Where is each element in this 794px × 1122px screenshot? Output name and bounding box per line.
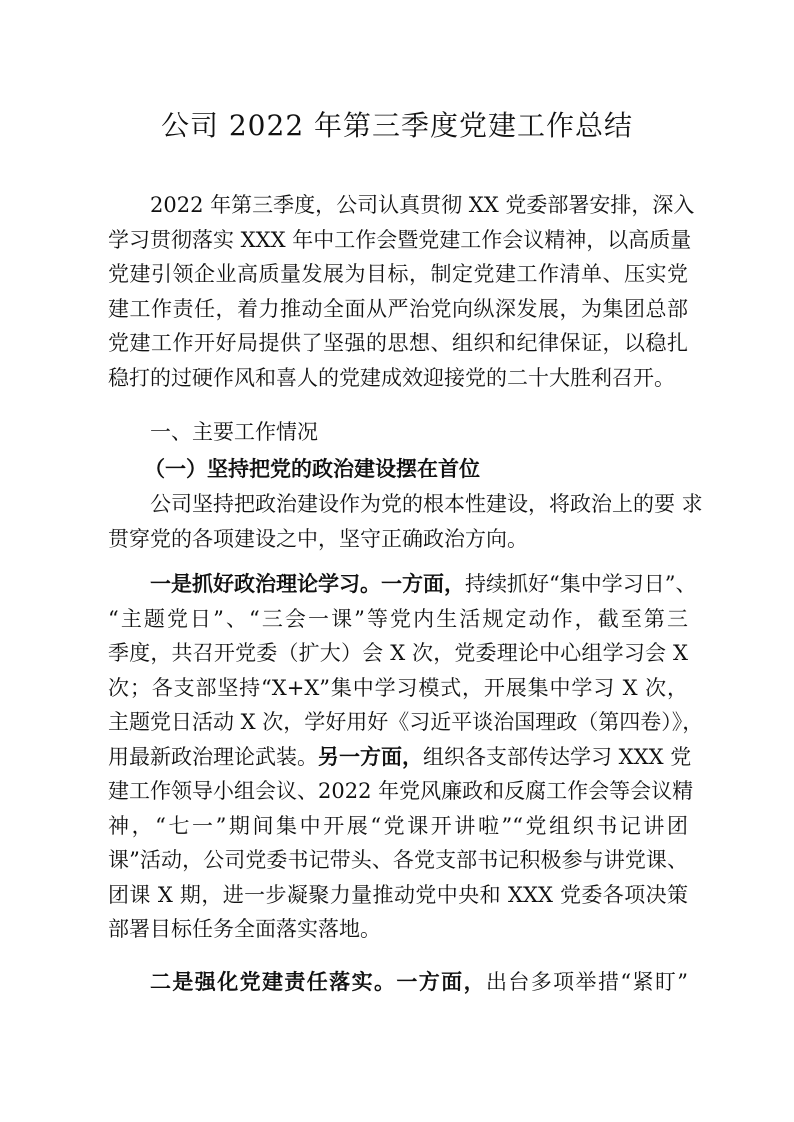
intro-line: 党建工作开好局提供了坚强的思想、组织和纪律保证，以稳扎	[108, 331, 688, 355]
lead-phrase: 另一方面，	[318, 744, 423, 769]
theory-study-paragraph	[108, 567, 704, 947]
responsibility-paragraph	[108, 965, 688, 1000]
subsection-1-heading: （一）坚持把党的政治建设摆在首位	[144, 457, 480, 481]
paragraph-line	[108, 740, 692, 775]
intro-line: 稳打的过硬作风和喜人的党建成效迎接党的二十大胜利召开。	[108, 365, 675, 390]
paragraph-line: 公司坚持把政治建设作为党的根本性建设，将政治上的要 求	[150, 492, 703, 516]
paragraph-line: 建工作领导小组会议、2022 年党风廉政和反腐工作会等会议精	[108, 779, 694, 803]
lead-phrase: 一方面，	[381, 572, 465, 596]
subsection-heading	[108, 452, 688, 487]
section-1-heading: 一、主要工作情况	[150, 420, 318, 444]
intro-paragraph	[108, 188, 695, 395]
paragraph-line: 主题党日活动 X 次，学好用好《习近平谈治国理政（第四卷）》，	[108, 710, 704, 734]
paragraph-line: 季度，共召开党委（扩大）会 X 次，党委理论中心组学习会 X	[108, 641, 688, 665]
intro-line: 学习贯彻落实 XXX 年中工作会暨党建工作会议精神，以高质量	[108, 227, 692, 252]
line-text: 用最新政治理论武装。	[108, 744, 318, 769]
paragraph-line: 部署目标任务全面落实落地。	[108, 917, 381, 941]
paragraph-line: 神，“七一”期间集中开展“党课开讲啦”“党组织书记讲团	[108, 813, 688, 838]
paragraph-line: “主题党日”、“三会一课”等党内生活规定动作，截至第三	[108, 606, 688, 631]
line-text: 组织各支部传达学习 XXX 党	[423, 744, 692, 769]
paragraph-line: 次；各支部坚持“X+X”集中学习模式，开展集中学习 X 次，	[108, 675, 688, 700]
line-text: 持续抓好“集中学习日”、	[465, 572, 697, 596]
intro-line: 党建引领企业高质量发展为目标，制定党建工作清单、压实党	[108, 262, 688, 286]
section-heading	[108, 415, 688, 450]
line-text: 出台多项举措“紧盯”	[485, 970, 689, 994]
subsection-1-paragraph	[108, 487, 703, 556]
lead-phrase: 一是抓好政治理论学习。	[150, 572, 381, 596]
document-title: 公司 2022 年第三季度党建工作总结	[160, 109, 634, 142]
intro-line: 建工作责任，着力推动全面从严治党向纵深发展，为集团总部	[108, 296, 688, 321]
paragraph-line: 团课 X 期，进一步凝聚力量推动党中央和 XXX 党委各项决策	[108, 882, 688, 907]
paragraph-line: 贯穿党的各项建设之中，坚守正确政治方向。	[108, 526, 528, 551]
paragraph-line: 课”活动，公司党委书记带头、各党支部书记积极参与讲党课、	[108, 848, 688, 872]
paragraph-line	[108, 567, 697, 602]
lead-phrase: 二是强化党建责任落实。	[150, 970, 397, 994]
paragraph-line	[108, 965, 688, 1000]
intro-line: 2022 年第三季度，公司认真贯彻 XX 党委部署安排，深入	[150, 193, 695, 217]
lead-phrase: 一方面，	[396, 970, 486, 994]
